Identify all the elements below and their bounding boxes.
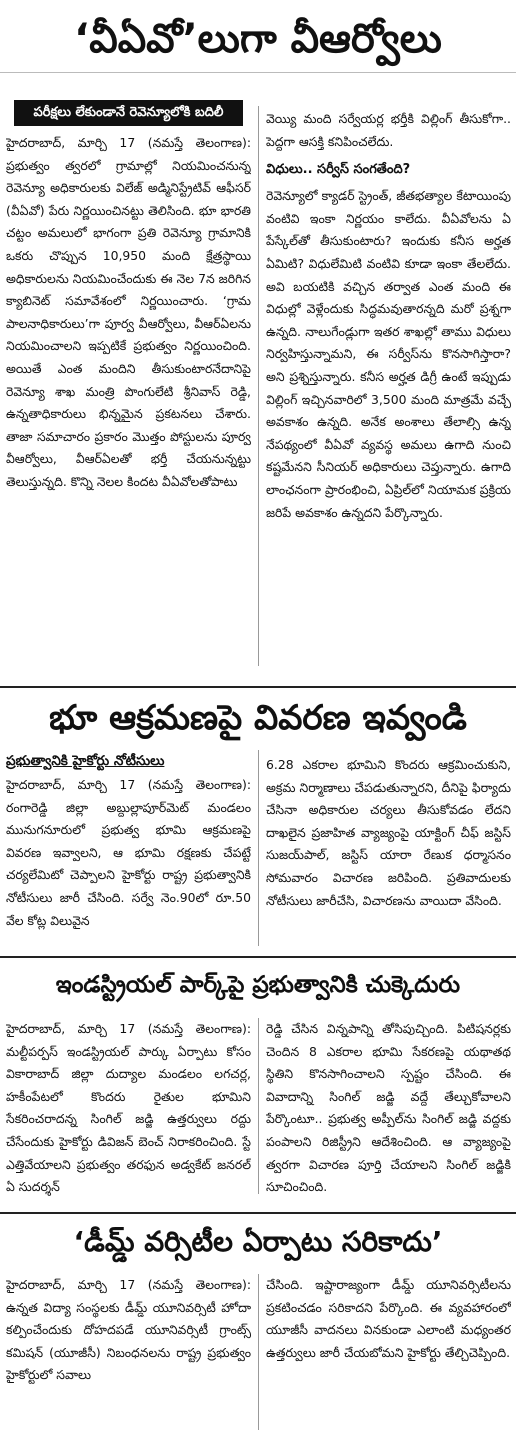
- article-body: [0, 1274, 516, 1434]
- article-vao: [0, 0, 516, 68]
- article-headline: ‘వీఏవో’లుగా వీఆర్వోలు: [74, 16, 442, 62]
- article-industrial-park: [0, 958, 516, 1012]
- column-divider: [258, 750, 259, 946]
- article-headline: భూ ఆక్రమణపై వివరణ ఇవ్వండి: [49, 698, 467, 738]
- body-text: హైదరాబాద్, మార్చి 17 (నమస్తే తెలంగాణ): ప్రభుత్వం త్వరలో గ్రామాల్లో నియమించనున్న రెవెన్యూ అధికారులకు విలేజ్ అడ్మినిస్ట్రేటివ్ ఆఫీసర్ (వీఏవో) పేరు నిర్ణయించినట్టు తెలిసింది. భూ భారతి చట్టం అమలులో భాగంగా ప్రతి రెవెన్యూ గ్రామానికి ఒకరు చొప్పున 10,950 మంది క్షేత్రస్థాయి అధికారులను నియమించేందుకు ఈ నెల 7న జరిగిన క్యాబినెట్ సమావేశంలో నిర్ణయించారు. ‘గ్రామ పాలనాధికారులు’గా పూర్వ వీఆర్వోలు, వీఆర్‌ఏలను నియమించాలని ఇప్పటికే ప్రభుత్వం నిర్ణయించింది. అయితే ఎంత మందిని తీసుకుంటారనేదానిపై రెవెన్యూ శాఖ మంత్రి పొంగులేటి శ్రీనివాస్ రెడ్డి, ఉన్నతాధికారులు భిన్నమైన ప్రకటనలు చేశారు. తాజా సమాచారం ప్రకారం మొత్తం పోస్టులను పూర్వ వీఆర్వోలు, వీఆర్‌ఏలతో భర్తీ చేయనున్నట్టు తెలుస్తున్నది. కొన్ని నెలల కిందట వీఏవోలతోపాటు: [6, 135, 251, 489]
- body-text: వెయ్యి మంది సర్వేయర్ల భర్తీకి విల్లింగ్ తీసుకోగా.. పెద్దగా ఆసక్తి కనిపించలేదు.: [266, 111, 511, 149]
- column-divider: [258, 106, 259, 666]
- right-column: [266, 108, 511, 670]
- body-text: హైదరాబాద్, మార్చి 17 (నమస్తే తెలంగాణ): రంగారెడ్డి జిల్లా అబ్దుల్లాపూర్‌మెట్ మండలం మునుగనూరులో ప్రభుత్వ భూమి ఆక్రమణపై వివరణ ఇవ్వాలని, ఆ భూమి రక్షణకు చేపట్టే చర్యలేమిటో చెప్పాలని హైకోర్టు రాష్ట్ర ప్రభుత్వానికి నోటీసులు జారీ చేసింది. సర్వే నెం.90లో రూ.50 వేల కోట్ల విలువైన: [6, 777, 251, 928]
- article-land-encroachment: [0, 690, 516, 746]
- article-headline: ఇండస్ట్రియల్ పార్క్‌పై ప్రభుత్వానికి చుక్కెదురు: [55, 972, 461, 998]
- article-headline: ‘డీమ్డ్ వర్సిటీల ఏర్పాటు సరికాదు’: [73, 1225, 443, 1258]
- left-column: [6, 750, 251, 948]
- body-text: హైదరాబాద్, మార్చి 17 (నమస్తే తెలంగాణ): ఉన్నత విద్యా సంస్థలకు డీమ్డ్ యూనివర్సిటీ హోదా కల్పించేందుకు దోహదపడే యూనివర్సిటీ గ్రాంట్స్ కమిషన్ (యూజీసీ) నిబంధనలను రాష్ట్ర ప్రభుత్వం హైకోర్టులో సవాలు: [6, 1277, 251, 1383]
- article-body: [0, 1018, 516, 1196]
- body-text: రెడ్డి చేసిన విన్నపాన్ని తోసిపుచ్చింది. పిటిషనర్లకు చెందిన 8 ఎకరాల భూమి సేకరణపై యథాతథ స్థితిని కొనసాగించాలని స్పష్టం చేసింది. ఈ వివాదాన్ని సింగిల్ జడ్జి వద్దే తేల్చుకోవాలని పేర్కొంటూ.. ప్రభుత్వ అప్పీల్‌ను సింగిల్ జడ్జి వద్దకు పంపాలని రిజిస్ట్రీని ఆదేశించింది. ఆ వ్యాజ్యంపై త్వరగా విచారణ పూర్తి చేయాలని సింగిల్ జడ్జికి సూచించింది.: [266, 1021, 511, 1195]
- right-column: [266, 1018, 511, 1196]
- subheadline-box: పరీక్షలు లేకుండానే రెవెన్యూలోకి బదిలీ: [14, 100, 243, 126]
- right-column: [266, 1274, 511, 1434]
- kicker-text: ప్రభుత్వానికి హైకోర్టు నోటీసులు: [6, 753, 165, 769]
- headline-divider: [0, 72, 516, 73]
- article-divider: [0, 686, 516, 688]
- left-column: [6, 1018, 251, 1196]
- left-column: [6, 1274, 251, 1434]
- article-body: [0, 750, 516, 948]
- article-deemed-universities: [0, 1214, 516, 1270]
- section-subheading: విధులు.. సర్వీస్ సంగతేంది?: [266, 162, 411, 178]
- column-divider: [258, 1018, 259, 1194]
- body-text: హైదరాబాద్, మార్చి 17 (నమస్తే తెలంగాణ): మల్టీపర్పస్ ఇండస్ట్రియల్ పార్కు ఏర్పాటు కోసం వికారాబాద్ జిల్లా దుద్యాల మండలం లగచర్ల, హకీంపేటలో కొందరు రైతుల భూమిని సేకరించరాదన్న సింగిల్ జడ్జి ఉత్తర్వులు రద్దు చేసేందుకు హైకోర్టు డివిజన్ బెంచ్ నిరాకరించింది. స్టే ఎత్తివేయాలని ప్రభుత్వం తరఫున అడ్వకేట్ జనరల్ ఏ సుదర్శన్: [6, 1021, 251, 1195]
- body-text: 6.28 ఎకరాల భూమిని కొందరు ఆక్రమించుకుని, అక్రమ నిర్మాణాలు చేపడుతున్నారని, దీనిపై ఫిర్యాదు చేసినా అధికారుల చర్యలు తీసుకోవడం లేదని దాఖలైన ప్రజాహిత వ్యాజ్యంపై యాక్టింగ్ చీఫ్ జస్టిస్ సుజయ్‌పాల్, జస్టిస్ యారా రేణుక ధర్మాసనం సోమవారం విచారణ జరిపింది. ప్రతివాదులకు నోటీసులు జారీచేసి, విచారణను వాయిదా వేసింది.: [266, 757, 511, 908]
- right-column: [266, 754, 511, 948]
- column-divider: [258, 1274, 259, 1430]
- kicker: [6, 750, 251, 772]
- body-text: రెవెన్యూలో క్యాడర్ స్ట్రెంత్, జీతభత్యాల కేటాయింపు వంటివి ఇంకా నిర్ణయం కాలేదు. వీఏవోలను ఏ పేస్కేల్‌తో తీసుకుంటారు? ఇందుకు కనీస అర్హత ఏమిటి? విధులేమిటి వంటివి కూడా ఇంకా తేలలేదు. అవి బయటికి వచ్చిన తర్వాత ఎంత మంది ఈ విధుల్లో వెళ్లేందుకు సిద్ధమవుతారన్నది మరో ప్రశ్నగా ఉన్నది. నాలుగేండ్లుగా ఇతర శాఖల్లో తాము విధులు నిర్వహిస్తున్నామని, ఈ సర్వీస్‌ను కొనసాగిస్తారా? అని ప్రశ్నిస్తున్నారు. కనీస అర్హత డిగ్రీ ఉంటే ఇప్పుడు విల్లింగ్ ఇచ్చినవారిలో 3,500 మంది మాత్రమే వచ్చే అవకాశం ఉన్నది. అనేక అంశాలు తేలాల్సి ఉన్న నేపథ్యంలో వీఏవో వ్యవస్థ అమలు ఉగాది నుంచి కష్టమేనని సీనియర్ అధికారులు చెప్తున్నారు. ఉగాది లాంఛనంగా ప్రారంభించి, ఏప్రిల్‌లో నియామక ప్రక్రియ జరిపే అవకాశం ఉన్నదని పేర్కొన్నారు.: [266, 188, 511, 520]
- body-text: చేసింది. ఇష్టారాజ్యంగా డీమ్డ్ యూనివర్సిటీలను ప్రకటించడం సరికాదని పేర్కొంది. ఈ వ్యవహారంలో యూజీసీ వాదనలు వినకుండా ఎలాంటి మధ్యంతర ఉత్తర్వులు జారీ చేయబోమని హైకోర్టు తేల్చిచెప్పింది.: [266, 1277, 511, 1360]
- left-column: [6, 98, 251, 670]
- article-body: [0, 98, 516, 670]
